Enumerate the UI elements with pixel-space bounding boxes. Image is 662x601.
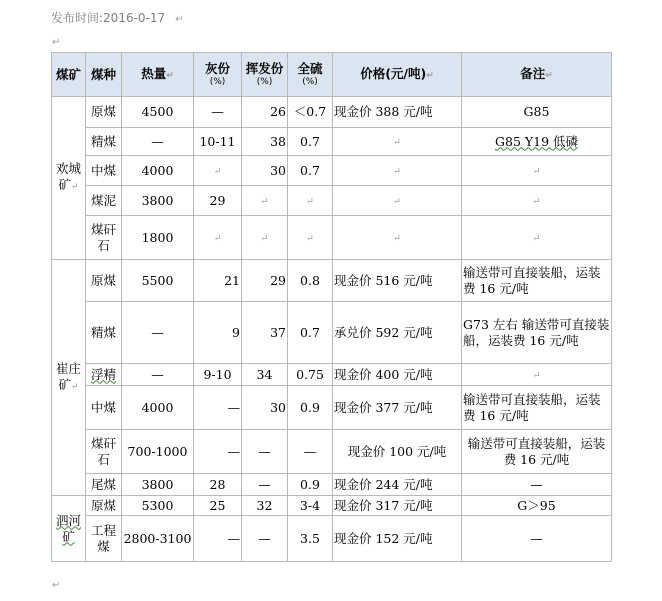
- volatile-value: 30: [242, 386, 288, 430]
- paragraph-mark: ↵: [52, 37, 61, 48]
- price-value: 现金价 377 元/吨: [333, 386, 462, 430]
- sulfur-value: —: [288, 430, 333, 474]
- volatile-value: ↵: [242, 216, 288, 260]
- coal-type: 尾煤: [86, 474, 122, 496]
- heat-value: —: [122, 128, 194, 156]
- price-value: 现金价 244 元/吨: [333, 474, 462, 496]
- sulfur-value: 0.9: [288, 474, 333, 496]
- volatile-value: 32: [242, 496, 288, 516]
- header-sulfur: 全硫 (%): [288, 53, 333, 97]
- note-value: G73 左右 输送带可直接装船，运装费 16 元/吨: [462, 302, 612, 364]
- coal-type: 煤矸石: [86, 216, 122, 260]
- heat-value: 1800: [122, 216, 194, 260]
- ash-value: 9-10: [194, 364, 242, 386]
- heat-value: 5500: [122, 260, 194, 302]
- coal-type: 原煤: [86, 260, 122, 302]
- heat-value: 4000: [122, 386, 194, 430]
- ash-value: 28: [194, 474, 242, 496]
- price-value: 现金价 516 元/吨: [333, 260, 462, 302]
- table-row: [52, 496, 612, 516]
- ash-value: ↵: [194, 216, 242, 260]
- paragraph-mark: ↵: [52, 580, 61, 591]
- table-row: [52, 364, 612, 386]
- ash-value: —: [194, 97, 242, 128]
- coal-type: 浮精: [86, 364, 122, 386]
- header-mine: 煤矿: [52, 53, 86, 97]
- coal-price-table: [51, 52, 612, 562]
- note-value: G85: [462, 97, 612, 128]
- heat-value: 3800: [122, 474, 194, 496]
- sulfur-value: 0.7: [288, 128, 333, 156]
- ash-value: 29: [194, 186, 242, 216]
- note-value: 输送带可直接装船，运装费 16 元/吨: [462, 260, 612, 302]
- sulfur-value: 0.7: [288, 156, 333, 186]
- coal-type: 工程煤: [86, 516, 122, 562]
- sulfur-value: 3-4: [288, 496, 333, 516]
- heat-value: 3800: [122, 186, 194, 216]
- volatile-value: —: [242, 516, 288, 562]
- table-row: [52, 516, 612, 562]
- table-row: [52, 430, 612, 474]
- table-row: [52, 97, 612, 128]
- volatile-value: —: [242, 474, 288, 496]
- sulfur-value: 0.9: [288, 386, 333, 430]
- table-row: [52, 128, 612, 156]
- note-value: —: [462, 474, 612, 496]
- price-value: ↵: [333, 216, 462, 260]
- coal-type: 精煤: [86, 302, 122, 364]
- mine-name: 泗河矿: [52, 496, 86, 562]
- ash-value: 10-11: [194, 128, 242, 156]
- table-row: [52, 186, 612, 216]
- note-value: ↵: [462, 156, 612, 186]
- mine-name: 崔庄矿↵: [52, 260, 86, 496]
- volatile-value: 38: [242, 128, 288, 156]
- note-value: 输送带可直接装船，运装费 16 元/吨: [462, 430, 612, 474]
- ash-value: ↵: [194, 156, 242, 186]
- note-value: 输送带可直接装船，运装费 16 元/吨: [462, 386, 612, 430]
- heat-value: 2800-3100: [122, 516, 194, 562]
- sulfur-value: 0.8: [288, 260, 333, 302]
- coal-type: 中煤: [86, 386, 122, 430]
- table-row: [52, 474, 612, 496]
- mine-name: 欢城矿↵: [52, 97, 86, 260]
- sulfur-value: ＜0.7: [288, 97, 333, 128]
- ash-value: 9: [194, 302, 242, 364]
- note-value: ↵: [462, 364, 612, 386]
- coal-type: 精煤: [86, 128, 122, 156]
- coal-type: 煤泥: [86, 186, 122, 216]
- heat-value: 5300: [122, 496, 194, 516]
- volatile-value: —: [242, 430, 288, 474]
- heat-value: —: [122, 364, 194, 386]
- table-row: [52, 156, 612, 186]
- header-note: 备注↵: [462, 53, 612, 97]
- heat-value: —: [122, 302, 194, 364]
- ash-value: —: [194, 430, 242, 474]
- price-value: 现金价 152 元/吨: [333, 516, 462, 562]
- header-price: 价格(元/吨)↵: [333, 53, 462, 97]
- price-value: 现金价 100 元/吨: [333, 430, 462, 474]
- price-value: 现金价 400 元/吨: [333, 364, 462, 386]
- table-row: [52, 302, 612, 364]
- note-value: —: [462, 516, 612, 562]
- price-value: 现金价 317 元/吨: [333, 496, 462, 516]
- ash-value: —: [194, 386, 242, 430]
- price-value: ↵: [333, 128, 462, 156]
- volatile-value: ↵: [242, 186, 288, 216]
- note-value: ↵: [462, 186, 612, 216]
- ash-value: 25: [194, 496, 242, 516]
- sulfur-value: ↵: [288, 216, 333, 260]
- note-value: G＞95: [462, 496, 612, 516]
- heat-value: 4500: [122, 97, 194, 128]
- ash-value: 21: [194, 260, 242, 302]
- volatile-value: 34: [242, 364, 288, 386]
- coal-type: 煤矸石: [86, 430, 122, 474]
- note-value: ↵: [462, 216, 612, 260]
- price-value: ↵: [333, 186, 462, 216]
- sulfur-value: ↵: [288, 186, 333, 216]
- volatile-value: 26: [242, 97, 288, 128]
- table-row: [52, 260, 612, 302]
- header-ash: 灰份 (%): [194, 53, 242, 97]
- price-value: ↵: [333, 156, 462, 186]
- sulfur-value: 0.75: [288, 364, 333, 386]
- note-value: G85 Y19 低磷: [462, 128, 612, 156]
- ash-value: —: [194, 516, 242, 562]
- table-row: [52, 386, 612, 430]
- sulfur-value: 0.7: [288, 302, 333, 364]
- paragraph-mark: ↵: [175, 14, 184, 25]
- volatile-value: 30: [242, 156, 288, 186]
- heat-value: 700-1000: [122, 430, 194, 474]
- price-value: 现金价 388 元/吨: [333, 97, 462, 128]
- volatile-value: 37: [242, 302, 288, 364]
- publish-date: 发布时间:2016-0-17 ↵: [51, 11, 184, 25]
- volatile-value: 29: [242, 260, 288, 302]
- price-value: 承兑价 592 元/吨: [333, 302, 462, 364]
- table-row: [52, 216, 612, 260]
- sulfur-value: 3.5: [288, 516, 333, 562]
- coal-type: 原煤: [86, 97, 122, 128]
- header-heat: 热量↵: [122, 53, 194, 97]
- coal-type: 原煤: [86, 496, 122, 516]
- header-volatile: 挥发份 (%): [242, 53, 288, 97]
- header-type: 煤种: [86, 53, 122, 97]
- heat-value: 4000: [122, 156, 194, 186]
- coal-type: 中煤: [86, 156, 122, 186]
